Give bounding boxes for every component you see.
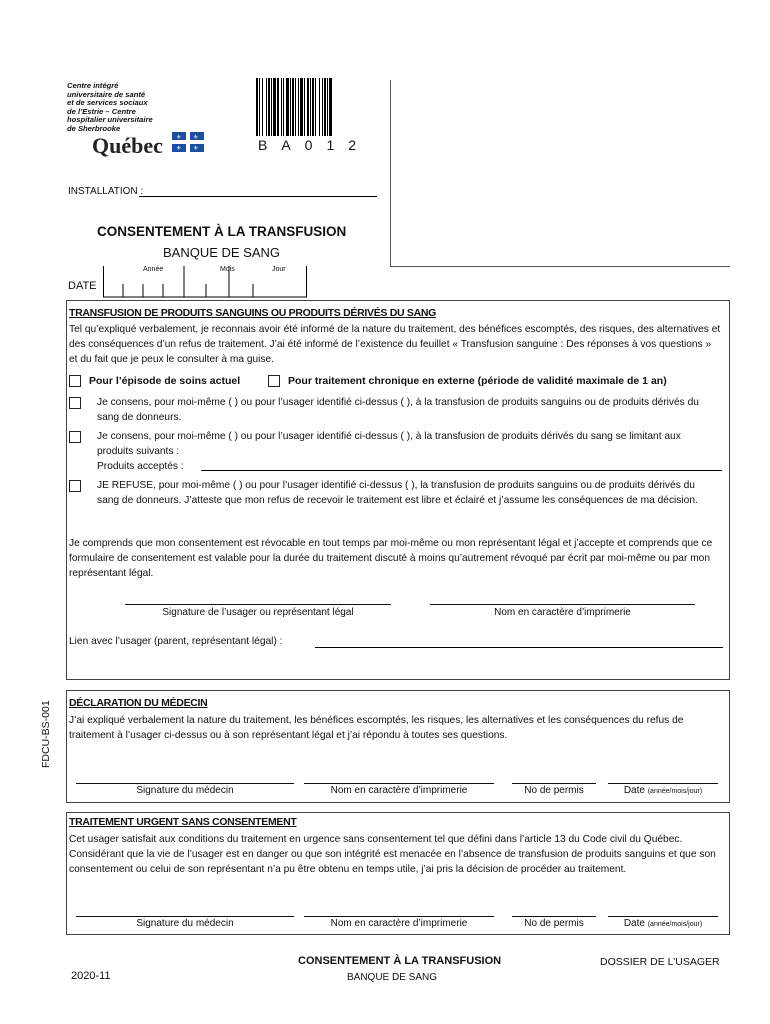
nom-medecin-field[interactable] [304, 783, 494, 784]
checkbox-consent-limited[interactable] [69, 431, 81, 443]
permis-medecin-field[interactable] [512, 783, 596, 784]
checkbox-consent-all[interactable] [69, 397, 81, 409]
nom-usager-field[interactable] [430, 604, 695, 605]
date-medecin-field[interactable] [608, 783, 718, 784]
consent-limited-text: Je consens, pour moi-même ( ) ou pour l’usager identifié ci-dessus ( ), à la transfusion de produits dérivés du sang se limitant aux produits suivants : [97, 431, 681, 457]
svg-text:⚜: ⚜ [176, 146, 182, 152]
section-title-urgence: TRAITEMENT URGENT SANS CONSENTEMENT [69, 816, 297, 828]
permis-medecin-label: No de permis [524, 785, 584, 796]
urgence-text: Cet usager satisfait aux conditions du traitement en urgence sans consentement tel que défini dans l’article 13 du Code civil du Québec. Considérant que la vie de l’usager est en danger ou que son intégrité est menacée en l’absence de transfusion de produits sanguins et que son consentement ou celui de son représentant n’a pu être obtenu en temps utile, j’ai pris la décision de procéder au traitement. [69, 834, 716, 875]
installation-field[interactable] [139, 196, 377, 197]
checkbox-episode-actuel[interactable] [69, 375, 81, 387]
svg-text:⚜: ⚜ [176, 135, 182, 141]
products-accepted-field[interactable] [201, 470, 722, 471]
org-line: hospitalier universitaire [67, 115, 153, 125]
footer-subtitle: BANQUE DE SANG [347, 972, 438, 983]
form-title: CONSENTEMENT À LA TRANSFUSION [97, 224, 347, 239]
option-traitement-chronique-label: Pour traitement chronique en externe (période de validité maximale de 1 an) [288, 375, 667, 387]
checkbox-traitement-chronique[interactable] [268, 375, 280, 387]
quebec-logo-text: Québec [92, 133, 163, 158]
signature-medecin-label: Signature du médecin [136, 785, 234, 796]
org-line: universitaire de santé [67, 89, 146, 99]
org-line: de Sherbrooke [67, 123, 121, 133]
date-medecin-label [608, 785, 718, 796]
form-version: 2020-11 [71, 970, 111, 982]
date-format-hint: (année/mois/jour) [647, 921, 703, 928]
nom-usager-label: Nom en caractère d’imprimerie [494, 607, 631, 618]
org-line: Centre intégré [67, 81, 119, 90]
nom-medecin-urgence-label: Nom en caractère d’imprimerie [330, 918, 468, 929]
org-line: et de services sociaux [67, 98, 148, 108]
products-accepted-label: Produits acceptés : [97, 461, 184, 472]
quebec-flag-icon [172, 132, 204, 152]
intro-text: Tel qu’expliqué verbalement, je reconnais avoir été informé de la nature du traitement, des bénéfices escomptés, des risques, des alternatives et des conséquences d’un refus de traitement. J’ai été informé de l’existence du feuillet « Transfusion sanguine : Des réponses à vos questions » et du fait que je peux le consulter à ma guise. [69, 324, 721, 365]
medecin-text: J’ai expliqué verbalement la nature du traitement, les bénéfices escomptés, les risques, les alternatives et les conséquences du refus de traitement à l’usager ci-dessus ou à son représentant légal et j’ai répondu à toutes ses questions. [69, 715, 684, 741]
date-label: Date [623, 785, 645, 796]
signature-usager-field[interactable] [125, 604, 391, 605]
revocable-text: Je comprends que mon consentement est révocable en tout temps par moi-même ou mon représentant légal et j’accepte et comprends que ce formulaire de consentement est valable pour la durée du traitement discuté à moins qu’autrement révoqué par écrit par moi-même ou par mon représentant légal. [69, 538, 713, 579]
svg-text:⚜: ⚜ [193, 146, 199, 152]
patient-label-area-border [390, 80, 391, 266]
nom-medecin-urgence-field[interactable] [304, 916, 494, 917]
barcode-icon [256, 78, 366, 136]
svg-text:⚜: ⚜ [193, 135, 199, 141]
installation-label: INSTALLATION : [68, 186, 144, 197]
lien-label: Lien avec l’usager (parent, représentant légal) : [69, 636, 283, 647]
form-subtitle: BANQUE DE SANG [163, 245, 281, 260]
footer-title: CONSENTEMENT À LA TRANSFUSION [298, 955, 502, 967]
date-day-label: Jour [272, 266, 286, 273]
refuse-text: JE REFUSE, pour moi-même ( ) ou pour l’usager identifié ci-dessus ( ), la transfusion de produits sanguins ou de produits dérivés du sang de donneurs. J’atteste que mon refus de recevoir le traitement est libre et éclairé et j’assume les conséquences de ma décision. [97, 480, 698, 506]
date-format-hint: (année/mois/jour) [647, 788, 703, 795]
permis-medecin-urgence-field[interactable] [512, 916, 596, 917]
organization-name [67, 82, 187, 134]
permis-medecin-urgence-label: No de permis [524, 918, 584, 929]
date-label: Date [623, 918, 645, 929]
lien-field[interactable] [315, 647, 723, 648]
date-label: DATE [68, 280, 97, 292]
barcode-text: BA012 [258, 137, 371, 153]
checkbox-refuse[interactable] [69, 480, 81, 492]
signature-usager-label: Signature de l’usager ou représentant légal [162, 607, 354, 618]
section-title-medecin: DÉCLARATION DU MÉDECIN [69, 697, 208, 709]
patient-label-area-border [390, 266, 730, 267]
date-medecin-urgence-label [608, 918, 718, 929]
signature-medecin-urgence-label: Signature du médecin [136, 918, 234, 929]
option-episode-actuel-label: Pour l’épisode de soins actuel [89, 375, 241, 387]
signature-medecin-urgence-field[interactable] [76, 916, 294, 917]
form-code: FDCU-BS-001 [40, 700, 52, 768]
section-title-transfusion: TRANSFUSION DE PRODUITS SANGUINS OU PRODUITS DÉRIVÉS DU SANG [69, 307, 437, 319]
date-year-label: Année [143, 266, 164, 273]
footer-dossier: DOSSIER DE L’USAGER [600, 956, 720, 968]
signature-medecin-field[interactable] [76, 783, 294, 784]
org-line: de l’Estrie – Centre [67, 106, 136, 116]
nom-medecin-label: Nom en caractère d’imprimerie [330, 785, 468, 796]
date-medecin-urgence-field[interactable] [608, 916, 718, 917]
consent-all-text: Je consens, pour moi-même ( ) ou pour l’usager identifié ci-dessus ( ), à la transfusion de produits sanguins ou de produits dérivés du sang de donneurs. [97, 397, 699, 423]
date-month-label: Mois [220, 266, 235, 273]
